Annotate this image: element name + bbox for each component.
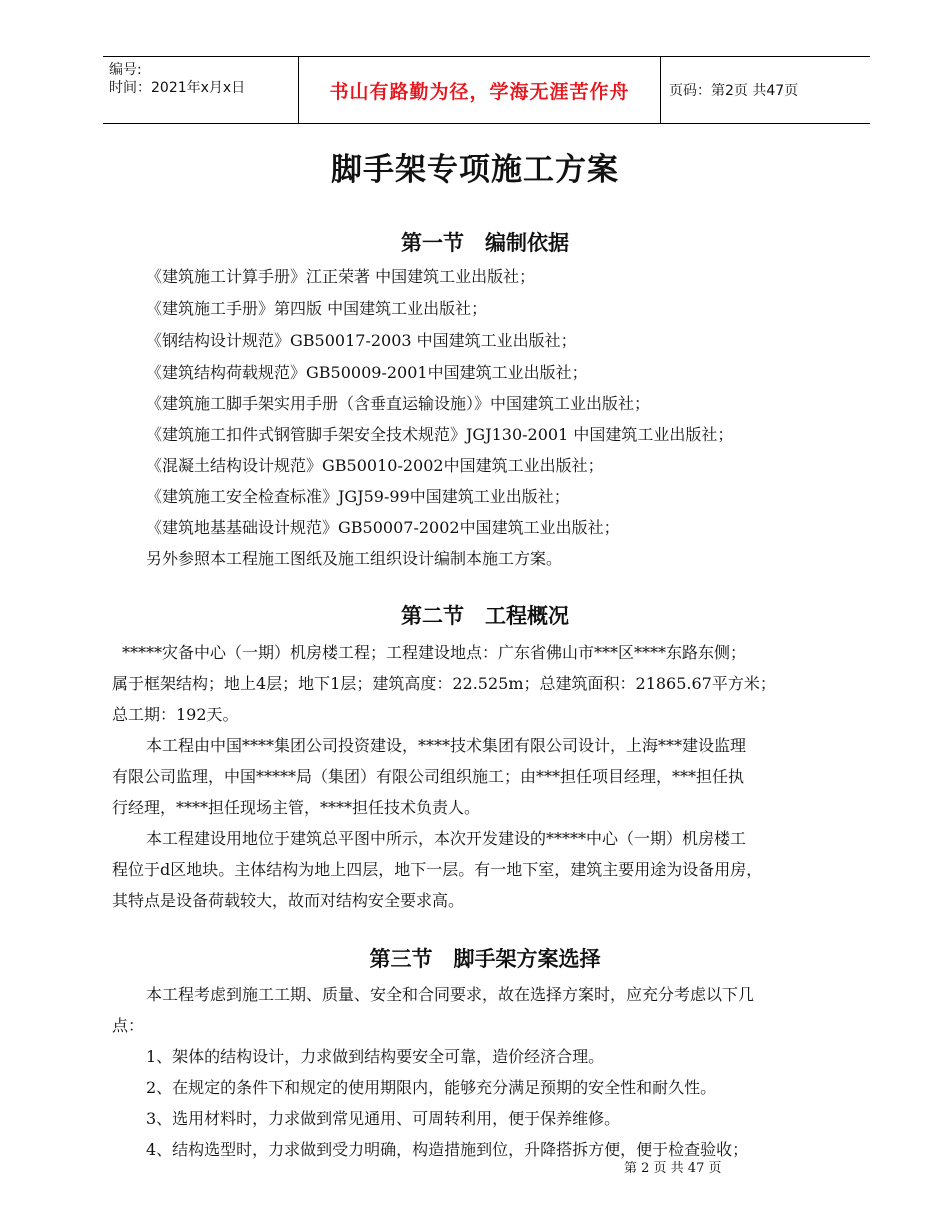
section3-heading: 第三节 脚手架方案选择 xyxy=(369,947,601,971)
selection-item: 1、架体的结构设计，力求做到结构要安全可靠，造价经济合理。 xyxy=(146,1047,605,1066)
section1-heading: 第一节 编制依据 xyxy=(401,231,569,255)
reference-item: 《建筑施工安全检查标准》JGJ59-99中国建筑工业出版社； xyxy=(146,487,570,506)
overview-text: 本工程由中国****集团公司投资建设，****技术集团有限公司设计，上海***建设监理 xyxy=(146,736,747,755)
reference-item: 《混凝土结构设计规范》GB50010-2002中国建筑工业出版社； xyxy=(146,456,604,475)
overview-text: 其特点是设备荷载较大，故而对结构安全要求高。 xyxy=(112,891,465,910)
header-motto: 书山有路勤为径，学海无涯苦作舟 xyxy=(299,57,661,123)
reference-item: 《建筑结构荷载规范》GB50009-2001中国建筑工业出版社； xyxy=(146,363,588,382)
page-footer: 第 2 页 共 47 页 xyxy=(624,1161,722,1176)
selection-item: 3、选用材料时，力求做到常见通用、可周转利用，便于保养维修。 xyxy=(146,1109,621,1128)
reference-note: 另外参照本工程施工图纸及施工组织设计编制本施工方案。 xyxy=(146,549,563,568)
doc-time-label: 时间：2021年x月x日 xyxy=(109,80,246,96)
selection-text: 点： xyxy=(112,1016,145,1035)
reference-item: 《建筑施工扣件式钢管脚手架安全技术规范》JGJ130-2001 中国建筑工业出版社； xyxy=(146,425,734,444)
reference-item: 《钢结构设计规范》GB50017-2003 中国建筑工业出版社； xyxy=(146,331,577,350)
reference-item: 《建筑施工手册》第四版 中国建筑工业出版社； xyxy=(146,299,488,318)
header-meta xyxy=(103,57,299,123)
header-page-info: 页码：第2页 共47页 xyxy=(669,83,799,99)
page-header xyxy=(103,56,870,124)
overview-text: 程位于d区地块。主体结构为地上四层，地下一层。有一地下室，建筑主要用途为设备用房， xyxy=(112,860,763,879)
selection-item: 2、在规定的条件下和规定的使用期限内，能够充分满足预期的安全性和耐久性。 xyxy=(146,1078,717,1097)
doc-number-label: 编号: xyxy=(109,62,142,78)
overview-text: 总工期：192天。 xyxy=(112,705,239,724)
selection-text: 本工程考虑到施工工期、质量、安全和合同要求，故在选择方案时，应充分考虑以下几 xyxy=(146,985,755,1004)
document-title: 脚手架专项施工方案 xyxy=(331,152,619,188)
overview-text: *****灾备中心（一期）机房楼工程；工程建设地点：广东省佛山市***区****东路东侧； xyxy=(122,643,747,662)
reference-item: 《建筑施工计算手册》江正荣著 中国建筑工业出版社； xyxy=(146,267,536,286)
overview-text: 属于框架结构；地上4层；地下1层；建筑高度：22.525m；总建筑面积：21865.67平方米； xyxy=(112,674,776,693)
reference-item: 《建筑地基基础设计规范》GB50007-2002中国建筑工业出版社； xyxy=(146,518,620,537)
section2-heading: 第二节 工程概况 xyxy=(401,604,569,628)
overview-text: 有限公司监理，中国*****局（集团）有限公司组织施工；由***担任项目经理，***担任执 xyxy=(112,767,745,786)
selection-item: 4、结构选型时，力求做到受力明确，构造措施到位，升降搭拆方便，便于检查验收； xyxy=(146,1140,749,1159)
overview-text: 行经理，****担任现场主管，****担任技术负责人。 xyxy=(112,798,481,817)
overview-text: 本工程建设用地位于建筑总平图中所示，本次开发建设的*****中心（一期）机房楼工 xyxy=(146,829,747,848)
reference-item: 《建筑施工脚手架实用手册（含垂直运输设施）》中国建筑工业出版社； xyxy=(146,394,651,413)
